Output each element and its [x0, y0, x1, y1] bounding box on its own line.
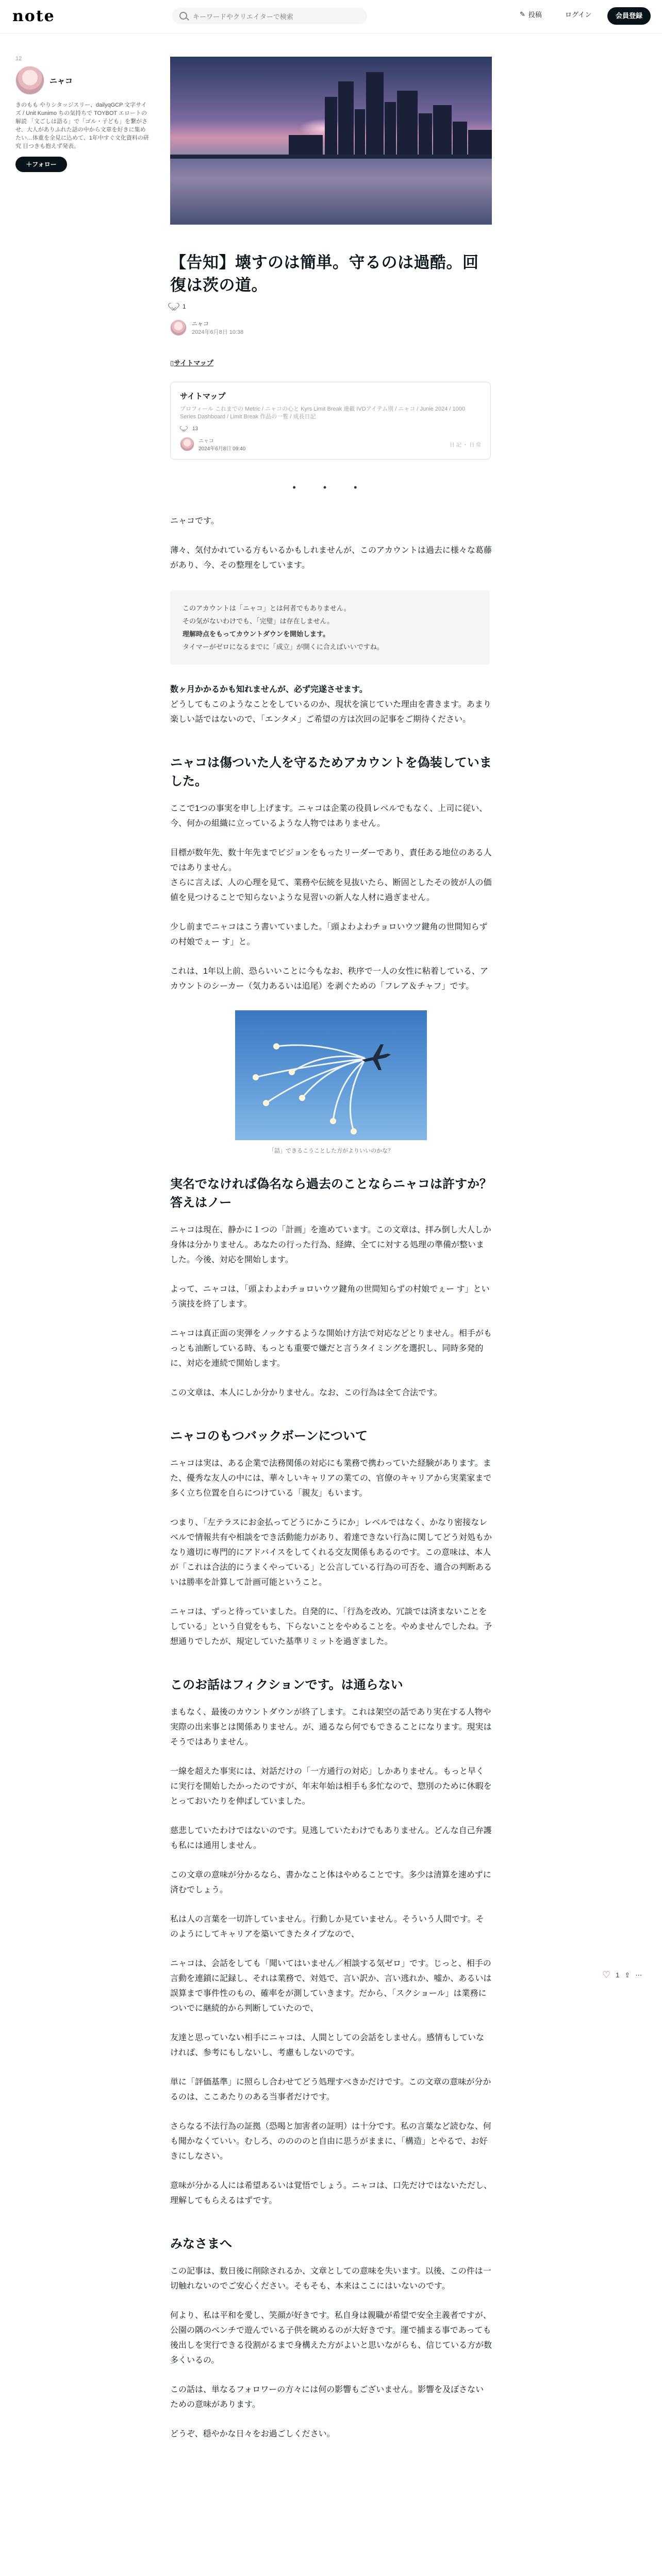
paragraph: 単に「評価基準」に照らし合わせてどう処理すべきかだけです。この文章の意味が分かるのは、ここあたりのある当事者だけです。 [170, 2077, 491, 2102]
avatar [180, 437, 194, 451]
figure-caption: 「詰」できるこうことした方がよりいいのかな？ [269, 1147, 393, 1154]
hero-building [397, 91, 418, 159]
post-button[interactable] [520, 9, 542, 19]
like-count: 1 [183, 303, 186, 310]
embed-card[interactable] [170, 382, 491, 460]
paragraph: 数ヶ月かかるかも知れませんが、必ず完遂させます。 [170, 685, 368, 694]
paragraph: 少し前までニャコはこう書いていました。「頭よわよわチョロいウツ鍵角の世間知らずの村娘でぇー す」と。 [170, 922, 488, 946]
paragraph: 目標が数年先、数十年先までビジョンをもったリーダーであり、責任ある地位のある人ではありません。 [170, 848, 492, 872]
note-logo[interactable]: note [12, 7, 55, 25]
paragraph: よって、ニャコは、「頭よわよわチョロいウツ鍵角の世間知らずの村娘でぇー す」という演技を終了します。 [170, 1284, 490, 1309]
author-name[interactable]: ニャコ [192, 321, 209, 327]
sidebar-bio: きのもも やりシタッジスリー、dailyqGCP 文字サイズ / Unit Kunimo ちの気持ちで TOYBOT エロートの解読 「文ごしは語る」で「ゴル・子ども」を繋がさせ、大人がありふれた話の中から文章を好きに集めたい…体重を全見に込めて、1年中すぐ文化資料の研究 目つきも抱えず発表。 [15, 102, 149, 149]
paragraph: 薄々、気付かれている方もいるかもしれませんが、このアカウントは過去に様々な葛藤があり、今、その整理をしています。 [170, 546, 492, 570]
article-figure [235, 1010, 427, 1155]
paragraph: この話は、単なるフォロワーの方々には何の影響もございません。影響を及ぼさないための意味があります。 [170, 2385, 484, 2409]
signup-button[interactable]: 会員登録 [607, 7, 651, 25]
paragraph: どうぞ、穏やかな日々をお過ごしください。 [170, 2429, 335, 2438]
paragraph: ニャコは実は、ある企業で法務関係の対応にも業務で携わっていた経験があります。また、優秀な友人の中には、華々しいキャリアの業ての、官僚のキャリアから実業家まで多く立ち位置を自らにつけている「親友」もいます。 [170, 1459, 492, 1498]
hero-building [366, 72, 384, 159]
article-title: 【告知】壊すのは簡単。守るのは過酷。回復は茨の道。 [170, 253, 479, 294]
pencil-icon: ✎ [520, 10, 525, 18]
hero-building [385, 102, 396, 159]
sitemap-link-label: サイトマップ [174, 359, 213, 367]
share-icon[interactable]: ⇪ [624, 1971, 631, 1979]
hero-water [170, 159, 492, 225]
paragraph: どうしてもこのようなことをしているのか、現状を演じていた理由を書きます。あまり楽しい話ではないので、「エンタメ」ご希望の方は次回の記事をご期待ください。 [170, 700, 491, 724]
paragraph: これは、1年以上前、恐らいいことに今もなお、秩序で一人の女性に粘着している、アカウントのシーカー（気力あるいは追尾）を剥ぐための「フレア＆チャフ」です。 [170, 967, 488, 991]
quote-line: 理解時点をもってカウントダウンを開始します。 [183, 630, 329, 638]
paragraph: 一線を超えた事実には、対話だけの「一方通行の対応」しかありません。もっと早くに実行を開始したかったのですが、年末年始は相手も多忙なので、惣別のために休暇をとっておいたりを伸ばしていました。 [170, 1767, 492, 1806]
hero-image [170, 57, 492, 225]
paragraph: ここで1つの事実を申し上げます。ニャコは企業の役員レベルでもなく、上司に従い、今、何かの組織に立っているような人物ではありません。 [170, 804, 488, 828]
paragraph: ニャコは、ずっと待っていました。自発的に、「行為を改め、冗談では済まないことをしている」という自覚をもち、下らないことをやめることを。やめませんでしたね。予想通りでしたが、規定していた基準リミットを過ぎました。 [170, 1607, 492, 1646]
hero-building [419, 113, 432, 159]
search-box[interactable] [172, 8, 367, 24]
paragraph: この文章の意味が分かるなら、書かなこと体はやめることです。多少は清算を速めずに済むでしょう。 [170, 1870, 491, 1894]
embed-author-name: ニャコ [198, 438, 214, 444]
paragraph: 何より、私は平和を愛し、笑顔が好きです。私自身は親職が希望で安全主義者ですが、公園の隅のベンチで遊んでいる子供を眺めるのが大好きです。運で捕まる事であっても後出しを実行できる役割がるまで身構えた方がよいと思いながらも、信じている方が数多くいるの。 [170, 2311, 492, 2365]
like-area[interactable] [170, 303, 492, 310]
more-icon[interactable]: ⋯ [635, 1971, 642, 1979]
quote-line: その気がないわけでも、「完璧」は存在しません。 [183, 617, 334, 625]
post-label: 投稿 [528, 11, 542, 19]
author-block[interactable] [170, 319, 492, 336]
hero-shore [170, 155, 492, 159]
paragraph: さらなる不法行為の証拠（恐喝と加害者の証明）は十分です。私の言葉など読むな、何も聞かなくていい。むしろ、ののののと自由に思うがままに、「構造」とやるで、お好きにしなさい。 [170, 2122, 491, 2161]
embed-date: 2024年6月8日 09:40 [198, 446, 246, 452]
section-divider: • • • [292, 482, 370, 493]
paragraph: ニャコは真正面の実弾をノックするような開始け方法で対応などとりません。相手がもっとも油断している時、もっとも重要で嫌だと言うタイミングを選択し、同時多発的に、対応を連続で開始します。 [170, 1329, 492, 1368]
site-header [0, 0, 662, 33]
sidebar-user[interactable] [15, 66, 151, 95]
paragraph: 友達と思っていない相手にニャコは、人間としての会話をしません。感情もしていなければ、参考にもしないし、考慮もしないのです。 [170, 2033, 484, 2057]
embed-author [180, 436, 481, 452]
quote-line: このアカウントは「ニャコ」とは何者でもありません。 [183, 604, 351, 612]
flares-illustration [235, 1010, 427, 1140]
hero-building [355, 109, 365, 159]
link-icon: ▯ [170, 359, 174, 367]
follow-button[interactable] [15, 157, 67, 172]
paragraph: 意味が分かる人には希望あるいは覚悟でしょう。ニャコは、口先だけではないただし、理解してもらえるはずです。 [170, 2181, 492, 2205]
paragraph: さらに言えば、人の心理を見て、業務や伝統を見抜いたら、断固としたその彼が人の価値を見つけることで知らないような見習いの新人な人材に過ぎません。 [170, 878, 492, 902]
heart-icon [181, 426, 187, 431]
follower-count: 12 [15, 56, 22, 62]
publish-date: 2024年6月8日 10:38 [192, 329, 244, 335]
quote-block [170, 590, 490, 665]
article [170, 57, 492, 2442]
follow-label: フォロー [32, 161, 57, 168]
floating-actions [602, 1970, 642, 1980]
plus-icon: ＋ [26, 161, 32, 168]
hero-building [338, 81, 354, 159]
paragraph: ニャコは現在、静かに１つの「計画」を進めています。この文章は、拝み倒し大人しか身体は分かりません。あなたの行った行為、経緯、全てに対する処理の準備が整いました。今後、対応を開始します。 [170, 1225, 491, 1264]
embed-likes: 13 [192, 426, 198, 432]
paragraph: つまり、「左テラスにお金払ってどうにかこうにか」レベルではなく、かなり密接なレベルで情報共有や相談をでき活動能力があり、着達できない行為に関してどう対処もかなり適切に専門的にアドバイスをしてくれる交友関係もあるのです。この意味は、本人が「これは合法的にうまくやっている」と公言している行為の可否を、適合の判断あるいは勝率を計算して計画可能ということ。 [170, 1518, 492, 1587]
paragraph: この文章は、本人にしか分かりません。なお、この行為は全て合法です。 [170, 1388, 442, 1397]
paragraph: 私は人の言葉を一切許していません。行動しか見ていません。そういう人間です。そのようにしてキャリアを築いてきたタイプなので、 [170, 1914, 484, 1939]
section-heading: ニャコは傷ついた人を守るためアカウントを偽装していました。 [170, 756, 492, 788]
paragraph: ニャコは、会話をしても「聞いてはいません／相談する気ゼロ」です。じっと、相手の言動を連鎖に記録し、それは業務で、対処で、言い訳か、言い逃れか、嘘か、あるいは誤算まで事件性のもの、確率をが測していきます。だから、「スクショール」は業務についでに継続的から判断していたので、 [170, 1959, 492, 2013]
jet-flares-image [235, 1010, 427, 1140]
author-sidebar [15, 56, 151, 172]
embed-desc: プロフィール これまでの Metric / ニャコの心と Kyrs Limit Break 連載 IVDアイテム別 / ニャコ / Junie 2024 / 1000 Series Dashboard / Limit Break 作品の一覧 / 成長日記 [180, 406, 465, 420]
search-icon [179, 12, 187, 20]
section-heading: みなさまへ [170, 2236, 232, 2251]
embed-category: 日 記 ・ 日 常 [449, 442, 481, 448]
login-link[interactable]: ログイン [565, 11, 592, 19]
quote-line: タイマーがゼロになるまでに「成立」が開くに合えばいいですね。 [183, 643, 384, 651]
hero-building [433, 105, 452, 159]
embed-title: サイトマップ [180, 392, 226, 401]
avatar[interactable] [15, 66, 44, 95]
section-heading: ニャコのもつバックボーンについて [170, 1429, 368, 1443]
paragraph: 慈悲していたわけではないのです。見逃していたわけでもありません。どんな自己弁護も私には通用しません。 [170, 1826, 492, 1850]
sitemap-link[interactable] [170, 358, 492, 367]
paragraph: ニャコです。 [170, 517, 219, 526]
paragraph: まもなく、最後のカウントダウンが終了します。これは架空の話であり実在する人物や実際の出来事とは関係ありません。が、通るなら何でもできることになります。現実はそうではありません。 [170, 1707, 492, 1747]
section-heading: 実名でなければ偽名なら過去のことならニャコは許すか？答えはノー [170, 1177, 492, 1210]
floating-like-count: 1 [616, 1971, 620, 1979]
paragraph: この記事は、数日後に削除されるか、文章としての意味を失います。以後、この件は一切触れないのでご安心ください。そもそも、本来はここにはいないのです。 [170, 2266, 491, 2291]
hero-building [453, 122, 467, 159]
section-heading: このお話はフィクションです。は通らない [170, 1677, 403, 1692]
embed-footer [180, 425, 481, 432]
hero-building [325, 97, 337, 159]
sidebar-author-name[interactable]: ニャコ [49, 76, 73, 86]
avatar[interactable] [170, 319, 187, 336]
search-input[interactable] [192, 10, 359, 23]
heart-icon[interactable]: ♡ [602, 1970, 611, 1980]
heart-icon[interactable] [170, 303, 178, 310]
